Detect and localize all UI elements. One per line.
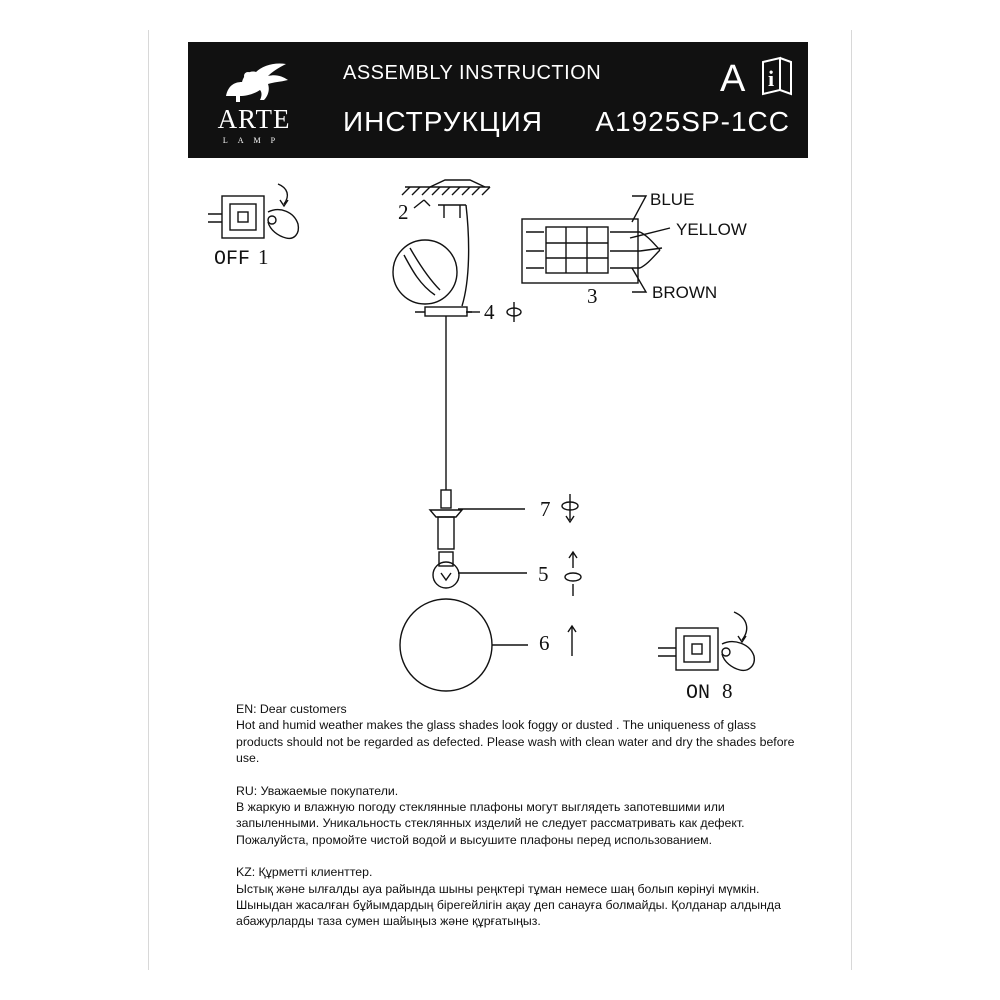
switch-on-icon [658,612,754,670]
step-3-label: 3 [587,284,598,308]
logo-sub: LAMP [222,136,286,145]
lamp-holder [430,490,462,549]
title-en: ASSEMBLY INSTRUCTION [343,62,602,84]
wire-blue-label: BLUE [650,190,695,209]
note-en-body: Hot and humid weather makes the glass shades look foggy or dusted . The uniqueness of glass products should not be regarded as defected. Please wash with clean water and dry the shades before use. [236,718,795,766]
model-number: A1925SP-1CC [595,106,790,137]
glass-globe [400,599,492,691]
step-on-number: 8 [722,679,733,703]
step-on-label: ON [686,682,711,705]
wire-yellow-label: YELLOW [676,220,747,239]
step-4-label: 4 [484,300,495,324]
rotate-arrow-4 [507,302,521,322]
title-ru: ИНСТРУКЦИЯ [343,106,543,137]
care-notes [236,701,806,930]
step-5-label: 5 [538,562,549,586]
rotate-arrow-7 [562,494,578,522]
step-off-label: OFF [214,248,251,271]
letter-a: A [720,58,746,100]
note-kz-body: Ыстық және ылғалды ауа райында шыны реңктері тұман немесе шаң болып көрінуі мүмкін. Шыныдан жасалған бұйымдардың бірегейлігін ақау деп санауға болмайды. Қолданар алдында абажурларды таза сумен шайыңыз және құрғатыңыз. [236,881,781,929]
note-en-heading: EN: Dear customers [236,702,347,716]
note-ru-body: В жаркую и влажную погоду стеклянные плафоны могут выглядеть запотевшими или запыленными. Уникальность стеклянных изделий не следует рассматривать как дефект. Пожалуйста, промойте чистой водой и высушите плафоны перед использованием. [236,800,745,847]
rotate-arrow-5 [565,552,581,596]
terminal-block [522,196,670,292]
step-7-label: 7 [540,497,551,521]
up-arrow-6 [568,626,576,656]
bulb [433,552,459,588]
step-6-label: 6 [539,631,550,655]
switch-off-icon [208,184,298,238]
logo-word: ARTE [217,104,291,134]
wire-brown-label: BROWN [652,283,718,302]
note-ru-heading: RU: Уважаемые покупатели. [236,783,399,798]
step-off-number: 1 [258,245,269,269]
note-kz-heading: KZ: Құрметті клиенттер. [236,865,373,880]
ceiling-mount [402,180,490,218]
info-glyph: i [768,66,775,91]
step-2-label: 2 [398,200,409,224]
